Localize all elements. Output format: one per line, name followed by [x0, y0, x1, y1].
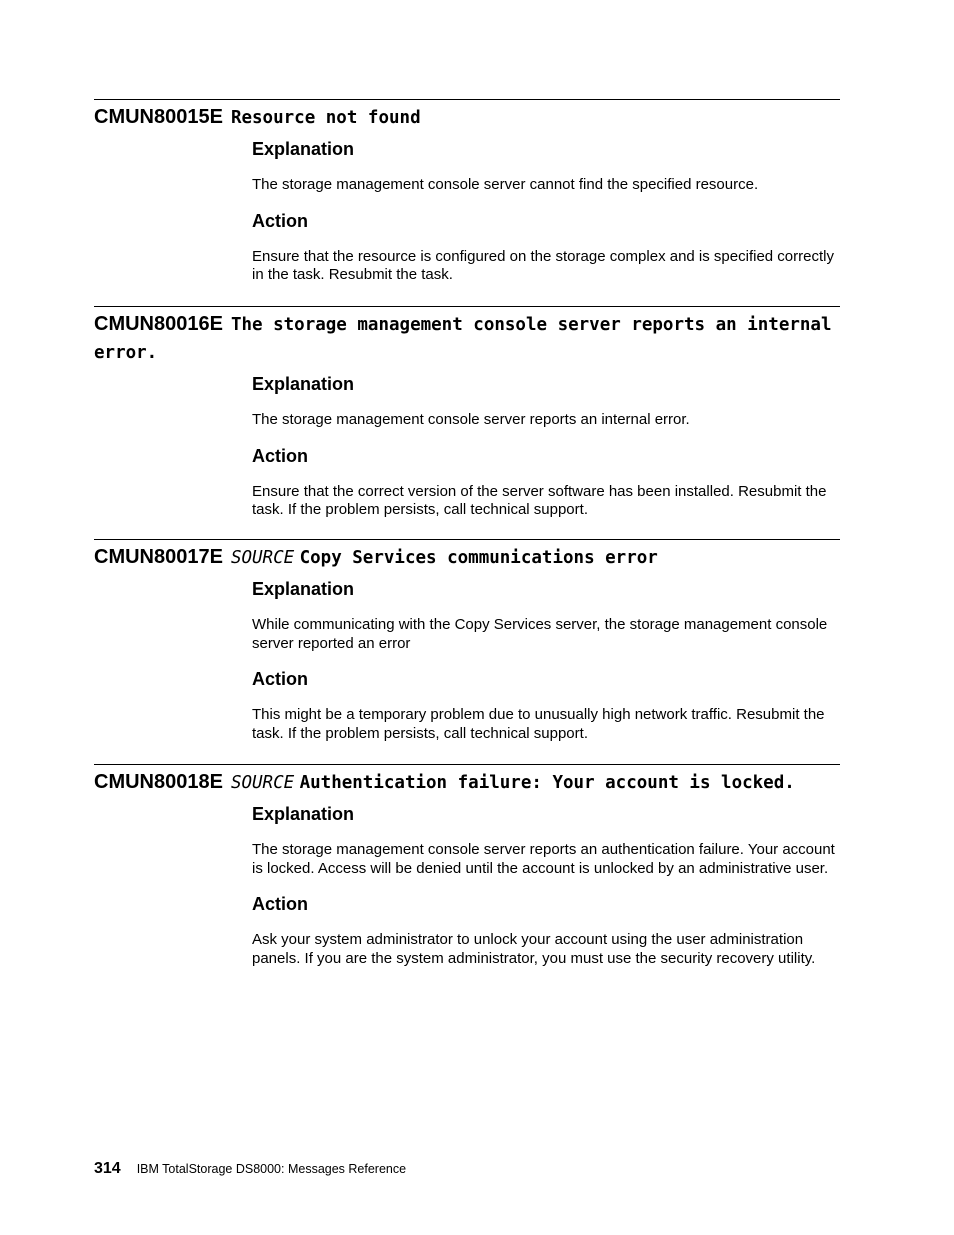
action-heading: Action	[252, 445, 308, 466]
action-heading: Action	[252, 669, 308, 690]
message-variable: SOURCE	[230, 773, 295, 793]
message-text: Copy Services communications error	[299, 548, 658, 568]
explanation-heading: Explanation	[252, 804, 355, 824]
message-text: Resource not found	[230, 108, 421, 128]
message-body	[252, 578, 840, 743]
explanation-heading: Explanation	[252, 579, 355, 599]
message-title	[94, 311, 840, 367]
message-text: The storage management console server reports an internal error.	[94, 315, 832, 363]
message-text: Authentication failure: Your account is locked.	[299, 773, 795, 793]
book-title: IBM TotalStorage DS8000: Messages Reference	[136, 1162, 407, 1176]
explanation-heading: Explanation	[252, 374, 355, 394]
message-body	[252, 803, 840, 968]
message-body	[252, 373, 840, 520]
message-code: CMUN80016E	[94, 313, 223, 335]
message-code: CMUN80017E	[94, 546, 223, 568]
message-title	[94, 544, 840, 572]
message-title	[94, 104, 840, 132]
message-entry-cmun80017e	[94, 539, 840, 743]
action-text: This might be a temporary problem due to unusually high network traffic. Resubmit the task. If the problem persists, call technical support.	[252, 706, 825, 742]
explanation-text: While communicating with the Copy Services server, the storage management console server reported an error	[252, 616, 828, 652]
page-number: 314	[94, 1160, 121, 1177]
message-entry-cmun80015e	[94, 99, 840, 285]
action-text: Ensure that the resource is configured on the storage complex and is specified correctly in the task. Resubmit the task.	[252, 247, 834, 284]
message-code: CMUN80018E	[94, 771, 223, 793]
message-title	[94, 769, 840, 797]
action-heading: Action	[252, 210, 308, 231]
message-code: CMUN80015E	[94, 106, 223, 128]
page-footer	[94, 1160, 406, 1178]
message-body	[252, 138, 840, 285]
action-text: Ensure that the correct version of the server software has been installed. Resubmit the task. If the problem persists, call technical support.	[252, 482, 827, 519]
action-text: Ask your system administrator to unlock your account using the user administration panels. If you are the system administrator, you must use the security recovery utility.	[252, 931, 816, 967]
message-entry-cmun80018e	[94, 764, 840, 968]
explanation-text: The storage management console server cannot find the specified resource.	[252, 176, 759, 193]
explanation-text: The storage management console server reports an internal error.	[252, 411, 690, 428]
explanation-text: The storage management console server reports an authentication failure. Your account is locked. Access will be denied until the account is unlocked by an administrative user.	[252, 841, 835, 877]
message-entry-cmun80016e	[94, 306, 840, 520]
explanation-heading: Explanation	[252, 139, 355, 159]
message-variable: SOURCE	[230, 548, 295, 568]
action-heading: Action	[252, 894, 308, 915]
